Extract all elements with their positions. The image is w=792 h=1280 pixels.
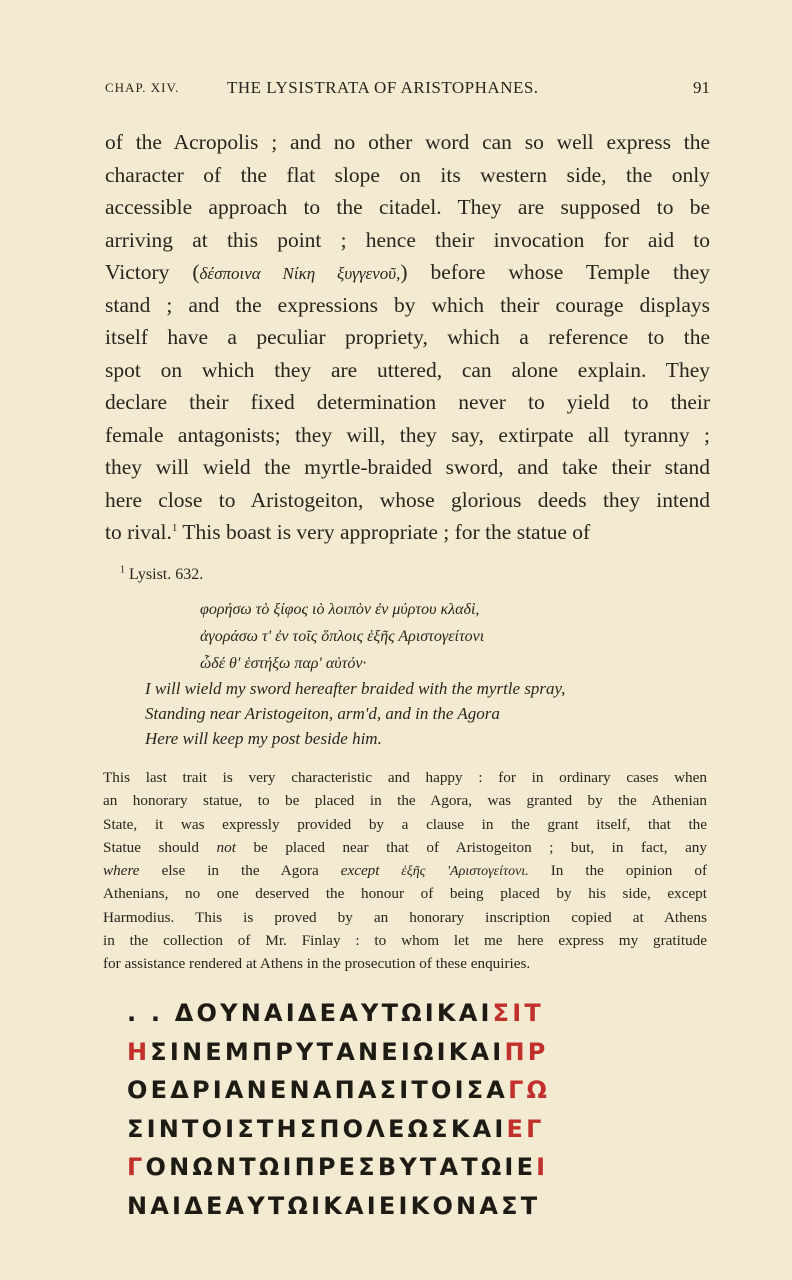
- body-text-run: to rival.: [105, 520, 172, 544]
- body-line: here close to Aristogeiton, whose glorious deeds they intend: [105, 487, 710, 512]
- body-text-run: ) before whose Temple they: [400, 260, 710, 284]
- commentary-line: in the collection of Mr. Finlay : to whom let me here express my gratitude: [103, 932, 707, 950]
- inscription-line: [127, 1110, 627, 1149]
- restored-letters: ΕΓ: [506, 1114, 545, 1143]
- body-text-run: Victory (: [105, 260, 200, 284]
- inscription-text: ΣΙΝΤΟΙΣΤΗΣΠΟΛΕΩΣΚΑΙ: [127, 1114, 507, 1143]
- running-title: THE LYSISTRATA OF ARISTOPHANES.: [227, 78, 539, 97]
- translation-line: Here will keep my post beside him.: [145, 729, 382, 748]
- translation-line: Standing near Aristogeiton, arm'd, and in the Agora: [145, 704, 500, 723]
- body-line: stand ; and the expressions by which their courage displays: [105, 292, 710, 317]
- inscription-text: . . ΔΟΥΝΑΙΔΕΑΥΤΩΙΚΑΙ: [127, 999, 493, 1027]
- running-header: [105, 80, 710, 102]
- translation-quotation: [145, 676, 565, 751]
- greek-quotation: [200, 596, 484, 677]
- commentary-line: State, it was expressly provided by a clause in the grant itself, that the: [103, 815, 707, 833]
- body-line: [105, 516, 710, 549]
- greek-invocation: δέσποινα Νίκη ξυγγενοῦ,: [199, 264, 401, 283]
- translation-line: I will wield my sword hereafter braided with the myrtle spray,: [145, 679, 566, 698]
- commentary-line: Athenians, no one deserved the honour of being placed by his side, except: [103, 885, 707, 903]
- restored-letters: ΣΙΤ: [492, 999, 544, 1027]
- inscription-line: [127, 1033, 627, 1072]
- page-number: 91: [693, 78, 710, 97]
- emphasis: except: [340, 862, 380, 880]
- commentary-run: else in the Agora: [139, 862, 341, 880]
- footnote-source: Lysist. 632.: [125, 566, 204, 583]
- body-line: declare their fixed determination never to yield to their: [105, 390, 710, 414]
- body-text: [105, 126, 710, 549]
- body-line: [105, 256, 710, 289]
- inscription-text: ΟΕΔΡΙΑΝΕΝΑΠΑΣΙΤΟΙΣΑ: [127, 1076, 509, 1104]
- chapter-label: CHAP. XIV.: [105, 80, 180, 95]
- inscription-line: [127, 1148, 627, 1187]
- inscription-line: [127, 1071, 627, 1110]
- restored-letters: Η: [127, 1037, 151, 1066]
- emphasis: where: [103, 862, 140, 880]
- commentary-run: be placed near that of Aristogeiton ; but, in fact, any: [235, 838, 707, 856]
- body-line: accessible approach to the citadel. They are supposed to be: [105, 195, 710, 219]
- greek-verse-line: ὧδέ θ' ἑστήξω παρ' αὐτόν·: [200, 655, 367, 672]
- commentary-line: Harmodius. This is proved by an honorary inscription copied at Athens: [103, 908, 707, 926]
- footnote-marker: 1: [171, 521, 178, 534]
- inscription-line: [127, 994, 627, 1033]
- body-text-run: This boast is very appropriate ; for the statue of: [177, 520, 591, 544]
- restored-letters: ΓΩ: [508, 1076, 551, 1104]
- commentary-line: an honorary statue, to be placed in the Agora, was granted by the Athenian: [103, 792, 707, 810]
- body-line: character of the flat slope on its western side, the only: [105, 162, 710, 187]
- inscription-text: ΝΑΙΔΕΑΥΤΩΙΚΑΙΕΙΚΟΝΑΣΤ: [127, 1191, 541, 1220]
- greek-inscription: [127, 994, 627, 1225]
- footnote-number: 1: [120, 564, 125, 576]
- inscription-text: ΟΝΩΝΤΩΙΠΡΕΣΒΥΤΑΤΩΙΕ: [145, 1153, 537, 1181]
- commentary-run: In the opinion of: [528, 862, 707, 880]
- body-line: female antagonists; they will, they say, extirpate all tyranny ;: [105, 422, 710, 447]
- body-line: itself have a peculiar propriety, which a reference to the: [105, 325, 710, 349]
- footnote-commentary: [103, 766, 707, 976]
- commentary-line: for assistance rendered at Athens in the prosecution of these enquiries.: [103, 955, 531, 973]
- greek-phrase: ἑξῆς 'Αριστογείτονι.: [379, 864, 529, 880]
- inscription-line: [127, 1187, 627, 1226]
- footnote-reference: [120, 566, 203, 584]
- inscription-text: ΣΙΝΕΜΠΡΥΤΑΝΕΙΩΙΚΑΙ: [150, 1037, 505, 1066]
- emphasis: not: [216, 838, 236, 856]
- body-line: of the Acropolis ; and no other word can so well express the: [105, 130, 710, 154]
- restored-letters: Ι: [536, 1153, 549, 1181]
- restored-letters: ΠΡ: [504, 1037, 549, 1066]
- greek-verse-line: ἀγοράσω τ' ἐν τοῖς ὅπλοις ἑξῆς Αριστογείτονι: [200, 628, 485, 645]
- body-line: arriving at this point ; hence their invocation for aid to: [105, 227, 710, 252]
- commentary-line: [103, 836, 707, 859]
- commentary-line: [103, 859, 707, 882]
- body-line: spot on which they are uttered, can alone explain. They: [105, 357, 710, 382]
- restored-letters: Γ: [127, 1153, 146, 1181]
- commentary-run: Statue should: [103, 838, 217, 856]
- body-line: they will wield the myrtle-braided sword, and take their stand: [105, 455, 710, 479]
- commentary-line: This last trait is very characteristic and happy : for in ordinary cases when: [103, 769, 707, 786]
- greek-verse-line: φορήσω τὸ ξίφος ιὸ λοιπὸν ἐν μύρτου κλαδὶ,: [200, 601, 480, 618]
